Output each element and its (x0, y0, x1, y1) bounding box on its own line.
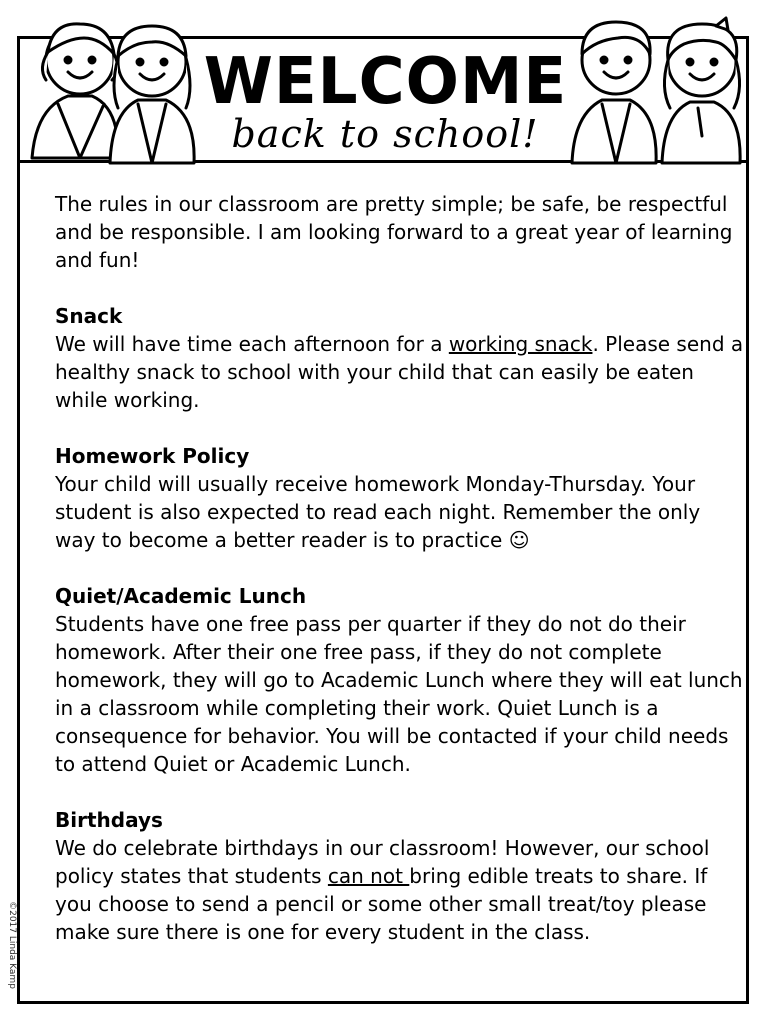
snack-paragraph: We will have time each afternoon for a working snack. Please send a healthy snack to school with your child that can easily be eaten while working. (55, 332, 744, 412)
birthdays-paragraph: We do celebrate birthdays in our classroom! However, our school policy states that students can not bring edible treats to share. If you choose to send a pencil or some other small treat/toy please make sure there is one for every student in the class. (55, 836, 710, 944)
lunch-heading: Quiet/Academic Lunch (55, 584, 307, 608)
birthdays-heading: Birthdays (55, 808, 163, 832)
page-subtitle: back to school! (231, 112, 539, 156)
copyright-notice: ©2017 Linda Kamp (6, 901, 17, 989)
homework-paragraph: Your child will usually receive homework Monday-Thursday. Your student is also expected to read each night. Remember the only way to become a better reader is to practice ☺ (55, 472, 701, 552)
kids-clipart-right (566, 8, 751, 168)
letter-body (55, 190, 745, 974)
page-title: WELCOME (203, 45, 568, 119)
lunch-paragraph: Students have one free pass per quarter if they do not do their homework. After their one free pass, if they do not complete homework, they will go to Academic Lunch where they will eat lunch in a classroom while completing their work. Quiet Lunch is a consequence for behavior. You will be contacted if your child needs to attend Quiet or Academic Lunch. (55, 612, 743, 776)
snack-heading: Snack (55, 304, 123, 328)
working-snack-underline: working snack (448, 332, 593, 356)
intro-paragraph: The rules in our classroom are pretty simple; be safe, be respectful and be responsible. I am looking forward to a great year of learning and fun! (55, 192, 733, 272)
can-not-underline: can not (327, 864, 410, 888)
kids-clipart-left (18, 8, 203, 168)
homework-heading: Homework Policy (55, 444, 250, 468)
